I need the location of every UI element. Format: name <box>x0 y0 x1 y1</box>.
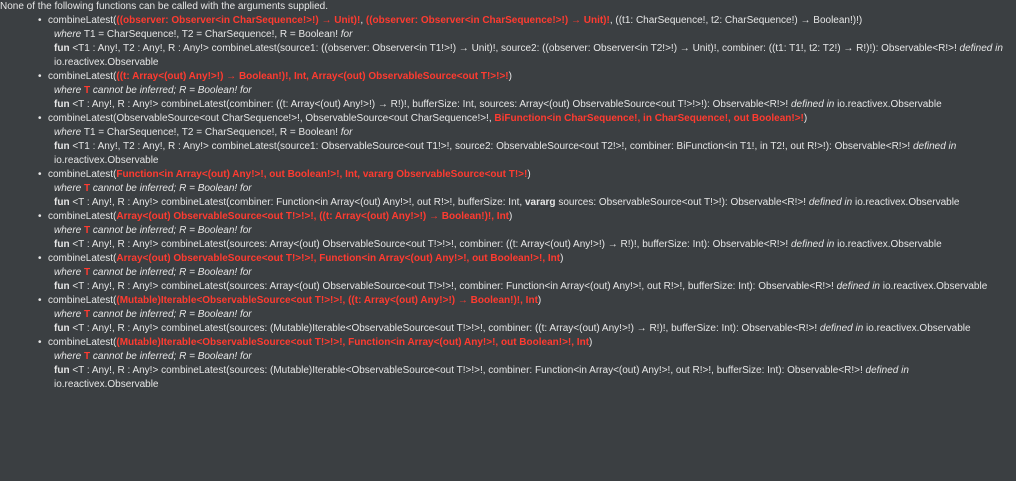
bullet-icon: • <box>38 113 42 124</box>
bullet-icon: • <box>38 15 42 26</box>
bullet-icon: • <box>38 71 42 82</box>
where-line: where T cannot be inferred; R = Boolean! for <box>54 183 252 194</box>
candidate-item <box>38 70 1016 112</box>
arg-error: (Mutable)Iterable<ObservableSource<out T!>!>!, Function<in Array<(out) Any!>!, out Boolean!>!, Int <box>116 337 590 348</box>
arg-error: Array<(out) ObservableSource<out T!>!>!, Function<in Array<(out) Any!>!, out Boolean!>!, Int <box>116 253 561 264</box>
signature-line: fun <T : Any!, R : Any!> combineLatest(sources: Array<(out) ObservableSource<out T!>!>!, combiner: ((t: Array<(out) Any!>!) → R!)!, bufferSize: Int): Observable<R!>! defined in io.reactivex.Observable <box>54 239 942 250</box>
arg-error: ((t: Array<(out) Any!>!) → Boolean!)!, Int, Array<(out) ObservableSource<out T!>!>! <box>116 71 509 82</box>
candidate-item <box>38 294 1016 336</box>
bullet-icon: • <box>38 295 42 306</box>
arg-error: ((observer: Observer<in CharSequence!>!) → Unit)! <box>116 15 361 26</box>
arg-error: ((observer: Observer<in CharSequence!>!) → Unit)! <box>365 15 610 26</box>
candidate-item <box>38 210 1016 252</box>
call-line: combineLatest(ObservableSource<out CharSequence!>!, ObservableSource<out CharSequence!>!, BiFunction<in CharSequence!, in CharSequence!, out Boolean!>!) <box>48 113 808 124</box>
candidate-item <box>38 252 1016 294</box>
call-line: combineLatest(((observer: Observer<in CharSequence!>!) → Unit)!, ((observer: Observer<in CharSequence!>!) → Unit)!, ((t1: CharSequence!, t2: CharSequence!) → Boolean!)!) <box>48 15 863 26</box>
call-line: combineLatest(Function<in Array<(out) Any!>!, out Boolean!>!, Int, vararg ObservableSource<out T!>!) <box>48 169 531 180</box>
tooltip-header: None of the following functions can be called with the arguments supplied. <box>0 1 328 12</box>
call-line: combineLatest(((t: Array<(out) Any!>!) → Boolean!)!, Int, Array<(out) ObservableSource<out T!>!>!) <box>48 71 512 82</box>
candidate-list <box>0 14 1016 392</box>
arg-error: Array<(out) ObservableSource<out T!>!>!, ((t: Array<(out) Any!>!) → Boolean!)!, Int <box>116 211 510 222</box>
arg-error: Function<in Array<(out) Any!>!, out Boolean!>!, Int, vararg ObservableSource<out T!>! <box>116 169 528 180</box>
bullet-icon: • <box>38 337 42 348</box>
where-line: where T cannot be inferred; R = Boolean! for <box>54 85 252 96</box>
candidate-item <box>38 14 1016 70</box>
bullet-icon: • <box>38 169 42 180</box>
where-line: where T1 = CharSequence!, T2 = CharSequence!, R = Boolean! for <box>54 29 353 40</box>
signature-line: fun <T : Any!, R : Any!> combineLatest(combiner: Function<in Array<(out) Any!>!, out R!>!, bufferSize: Int, vararg sources: ObservableSource<out T!>!): Observable<R!>! defined in io.reactivex.Observable <box>54 197 960 208</box>
candidate-item <box>38 336 1016 392</box>
signature-line: fun <T : Any!, R : Any!> combineLatest(sources: Array<(out) ObservableSource<out T!>!>!, combiner: Function<in Array<(out) Any!>!, out R!>!, bufferSize: Int): Observable<R!>! defined in io.reactivex.Observable <box>54 281 988 292</box>
candidate-item <box>38 112 1016 168</box>
where-line: where T cannot be inferred; R = Boolean! for <box>54 225 252 236</box>
call-line: combineLatest((Mutable)Iterable<ObservableSource<out T!>!>!, Function<in Array<(out) Any!>!, out Boolean!>!, Int) <box>48 337 593 348</box>
call-line: combineLatest((Mutable)Iterable<ObservableSource<out T!>!>!, ((t: Array<(out) Any!>!) → Boolean!)!, Int) <box>48 295 542 306</box>
arg-error: BiFunction<in CharSequence!, in CharSequence!, out Boolean!>! <box>494 113 804 124</box>
where-line: where T cannot be inferred; R = Boolean! for <box>54 351 252 362</box>
signature-line: fun <T : Any!, R : Any!> combineLatest(sources: (Mutable)Iterable<ObservableSource<out T!>!>!, combiner: ((t: Array<(out) Any!>!) → R!)!, bufferSize: Int): Observable<R!>! defined in io.reactivex.Observable <box>54 323 971 334</box>
call-line: combineLatest(Array<(out) ObservableSource<out T!>!>!, Function<in Array<(out) Any!>!, out Boolean!>!, Int) <box>48 253 564 264</box>
where-line: where T cannot be inferred; R = Boolean! for <box>54 267 252 278</box>
call-line: combineLatest(Array<(out) ObservableSource<out T!>!>!, ((t: Array<(out) Any!>!) → Boolean!)!, Int) <box>48 211 513 222</box>
signature-line: fun <T : Any!, R : Any!> combineLatest(sources: (Mutable)Iterable<ObservableSource<out T!>!>!, combiner: Function<in Array<(out) Any!>!, out R!>!, bufferSize: Int): Observable<R!>! defined in io.reactivex.Observable <box>54 365 909 390</box>
signature-line: fun <T : Any!, R : Any!> combineLatest(combiner: ((t: Array<(out) Any!>!) → R!)!, bufferSize: Int, sources: Array<(out) ObservableSource<out T!>!>!): Observable<R!>! defined in io.reactivex.Observable <box>54 99 942 110</box>
signature-line: fun <T1 : Any!, T2 : Any!, R : Any!> combineLatest(source1: ((observer: Observer<in T1!>!) → Unit)!, source2: ((observer: Observer<in T2!>!) → Unit)!, combiner: ((t1: T1!, t2: T2!) → R!)!): Observable<R!>! defined in io.reactivex.Observable <box>54 43 1003 68</box>
bullet-icon: • <box>38 211 42 222</box>
where-line: where T cannot be inferred; R = Boolean! for <box>54 309 252 320</box>
bullet-icon: • <box>38 253 42 264</box>
candidate-item <box>38 168 1016 210</box>
arg-error: (Mutable)Iterable<ObservableSource<out T!>!>!, ((t: Array<(out) Any!>!) → Boolean!)!, Int <box>116 295 538 306</box>
where-line: where T1 = CharSequence!, T2 = CharSequence!, R = Boolean! for <box>54 127 353 138</box>
signature-line: fun <T1 : Any!, T2 : Any!, R : Any!> combineLatest(source1: ObservableSource<out T1!>!, source2: ObservableSource<out T2!>!, combiner: BiFunction<in T1!, in T2!, out R!>!): Observable<R!>! defined in io.reactivex.Observable <box>54 141 957 166</box>
